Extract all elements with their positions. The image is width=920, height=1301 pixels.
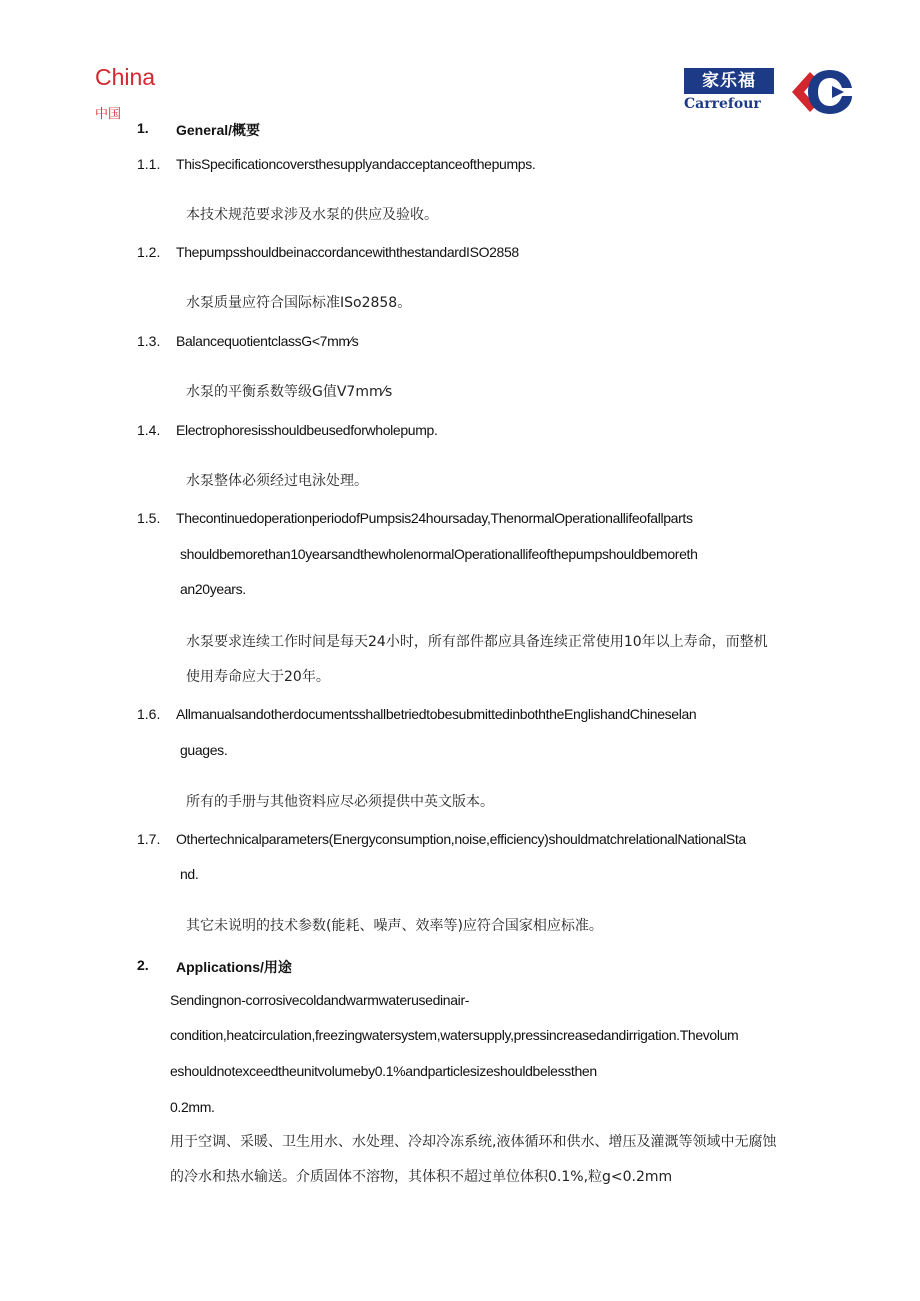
item-number: 1.4.	[137, 422, 161, 438]
carrefour-logo	[684, 66, 860, 120]
header-country: China	[95, 64, 156, 90]
item-text-en: an20years.	[180, 581, 246, 597]
item-text-cn: 水泵质量应符合国际标准ISo2858。	[186, 295, 412, 311]
item-text-en: ThisSpecificationcoversthesupplyandacceptanceofthepumps.	[176, 156, 536, 172]
application-text-en: eshouldnotexceedtheunitvolumeby0.1%andparticlesizeshouldbelessthen	[170, 1063, 597, 1079]
section-2-number: 2.	[137, 957, 149, 973]
application-text-en: Sendingnon-corrosivecoldandwarmwaterusedinair-	[170, 992, 470, 1008]
item-text-en: BalancequotientclassG<7mm⁄s	[176, 333, 359, 349]
item-number: 1.6.	[137, 706, 161, 722]
item-text-en: shouldbemorethan10yearsandthewholenormalOperationallifeofthepumpshouldbemoreth	[180, 546, 698, 562]
section-1-title: General/概要	[176, 122, 261, 138]
item-number: 1.5.	[137, 510, 161, 526]
item-text-en: Othertechnicalparameters(Energyconsumption,noise,efficiency)shouldmatchrelationalNationalSta	[176, 831, 746, 847]
section-2-title: Applications/用途	[176, 959, 292, 975]
logo-text-en: Carrefour	[684, 96, 761, 112]
item-number: 1.2.	[137, 244, 161, 260]
item-text-en: ThepumpsshouldbeinaccordancewiththestandardISO2858	[176, 244, 519, 260]
application-text-en: 0.2mm.	[170, 1099, 215, 1115]
section-1-number: 1.	[137, 120, 149, 136]
header-country-cn: 中国	[95, 107, 122, 122]
item-text-en: nd.	[180, 866, 199, 882]
item-number: 1.1.	[137, 156, 161, 172]
logo-text-cn: 家乐福	[684, 68, 774, 94]
item-number: 1.3.	[137, 333, 161, 349]
application-text-en: condition,heatcirculation,freezingwatersystem,watersupply,pressincreasedandirrigation.Thevolum	[170, 1027, 739, 1043]
item-text-cn: 水泵的平衡系数等级G值V7mm⁄s	[186, 384, 393, 400]
item-text-en: ThecontinuedoperationperiodofPumpsis24hoursaday,ThenormalOperationallifeofallparts	[176, 510, 693, 526]
item-text-cn: 水泵整体必须经过电泳处理。	[186, 473, 368, 489]
carrefour-mark-icon	[780, 66, 858, 118]
item-text-en: Electrophoresisshouldbeusedforwholepump.	[176, 422, 438, 438]
item-text-en: guages.	[180, 742, 228, 758]
application-text-cn: 的冷水和热水输送。介质固体不溶物，其体积不超过单位体积0.1%,粒g<0.2mm	[170, 1169, 673, 1185]
item-text-cn: 所有的手册与其他资料应尽必须提供中英文版本。	[186, 794, 494, 810]
item-text-cn: 使用寿命应大于20年。	[186, 669, 330, 685]
item-text-cn: 本技术规范要求涉及水泵的供应及验收。	[186, 207, 438, 223]
item-number: 1.7.	[137, 831, 161, 847]
item-text-cn: 其它未说明的技术参数(能耗、噪声、效率等)应符合国家相应标准。	[186, 918, 603, 934]
application-text-cn: 用于空调、采暖、卫生用水、水处理、冷却冷冻系统,液体循环和供水、增压及灌溉等领域中无腐蚀	[170, 1134, 777, 1150]
item-text-en: AllmanualsandotherdocumentsshallbetriedtobesubmittedinboththeEnglishandChineselan	[176, 706, 697, 722]
item-text-cn: 水泵要求连续工作时间是每天24小时，所有部件都应具备连续正常使用10年以上寿命，而整机	[186, 634, 768, 650]
